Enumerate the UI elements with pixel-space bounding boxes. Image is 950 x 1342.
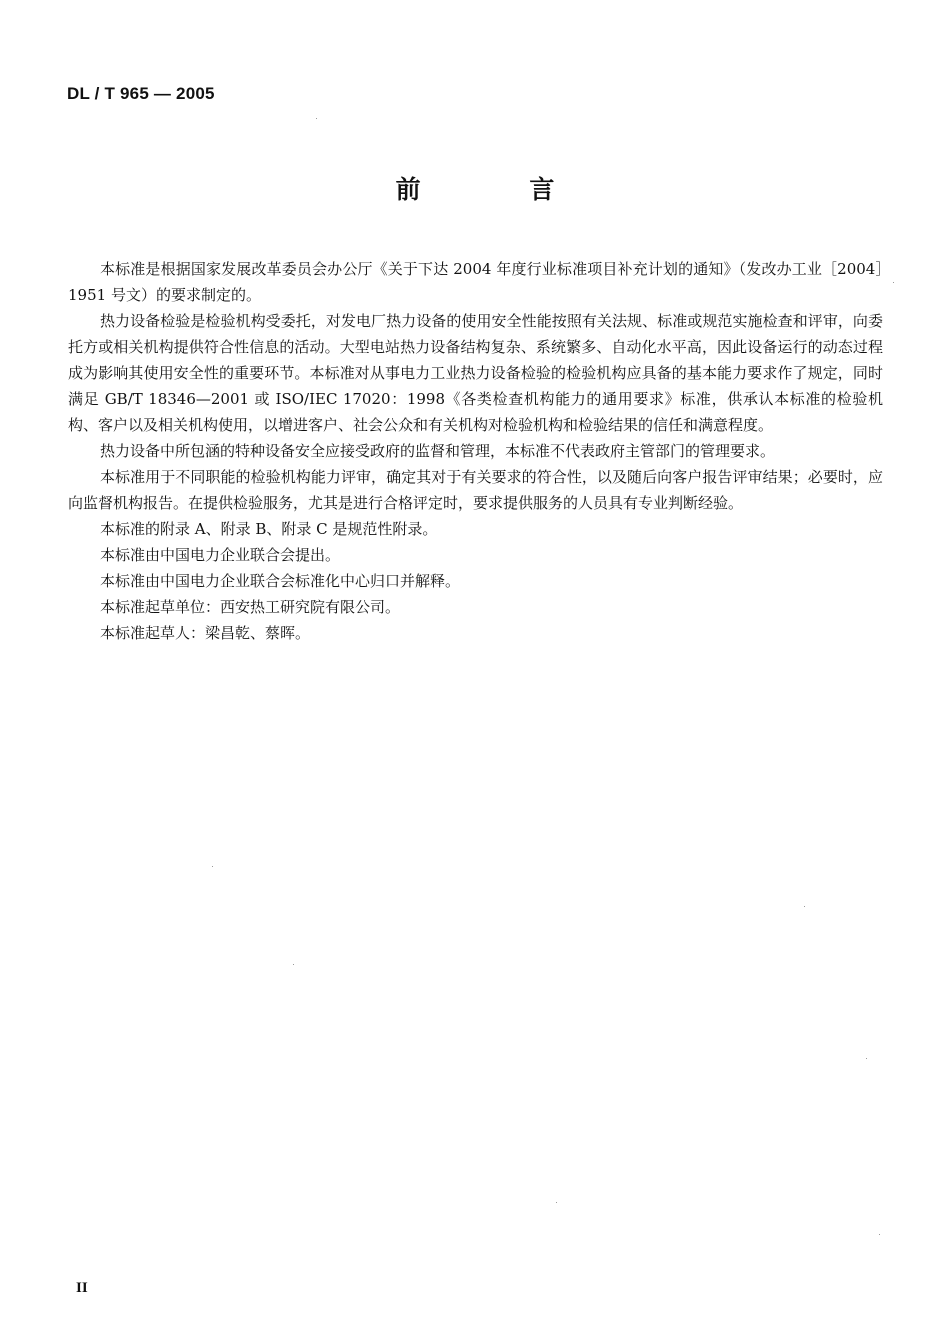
paragraph: 本标准用于不同职能的检验机构能力评审，确定其对于有关要求的符合性，以及随后向客户报告评审结果；必要时，应向监督机构报告。在提供检验服务，尤其是进行合格评定时，要求提供服务的人员具有专业判断经验。 bbox=[68, 468, 883, 512]
paragraph: 本标准起草人：梁昌乾、蔡晖。 bbox=[100, 624, 311, 642]
scan-speck bbox=[316, 118, 317, 119]
scan-speck bbox=[804, 906, 805, 907]
page-title: 前 言 bbox=[395, 175, 605, 204]
scan-speck bbox=[879, 1234, 880, 1235]
paragraph: 本标准是根据国家发展改革委员会办公厅《关于下达 2004 年度行业标准项目补充计划的通知》（发改办工业［2004］1951 号文）的要求制定的。 bbox=[68, 260, 883, 304]
standard-code-header: DL / T 965 — 2005 bbox=[67, 84, 215, 103]
page-number: II bbox=[76, 1280, 88, 1296]
paragraph: 本标准由中国电力企业联合会提出。 bbox=[100, 546, 341, 564]
scan-speck bbox=[866, 1058, 867, 1059]
paragraph: 本标准起草单位：西安热工研究院有限公司。 bbox=[100, 598, 401, 616]
scan-speck bbox=[293, 964, 294, 965]
scan-speck bbox=[212, 866, 213, 867]
paragraph: 本标准由中国电力企业联合会标准化中心归口并解释。 bbox=[100, 572, 461, 590]
document-body bbox=[68, 256, 883, 646]
paragraph: 本标准的附录 A、附录 B、附录 C 是规范性附录。 bbox=[100, 520, 438, 538]
paragraph: 热力设备检验是检验机构受委托，对发电厂热力设备的使用安全性能按照有关法规、标准或规范实施检查和评审，向委托方或相关机构提供符合性信息的活动。大型电站热力设备结构复杂、系统繁多、自动化水平高，因此设备运行的动态过程成为影响其使用安全性的重要环节。本标准对从事电力工业热力设备检验的检验机构应具备的基本能力要求作了规定，同时满足 GB/T 18346—2001 或 ISO/IEC 17020：1998《各类检查机构能力的通用要求》标准，供承认本标准的检验机构、客户以及相关机构使用，以增进客户、社会公众和有关机构对检验机构和检验结果的信任和满意程度。 bbox=[68, 312, 883, 434]
scan-speck bbox=[556, 1202, 557, 1203]
scan-speck bbox=[893, 282, 894, 283]
paragraph: 热力设备中所包涵的特种设备安全应接受政府的监督和管理，本标准不代表政府主管部门的管理要求。 bbox=[100, 442, 776, 460]
